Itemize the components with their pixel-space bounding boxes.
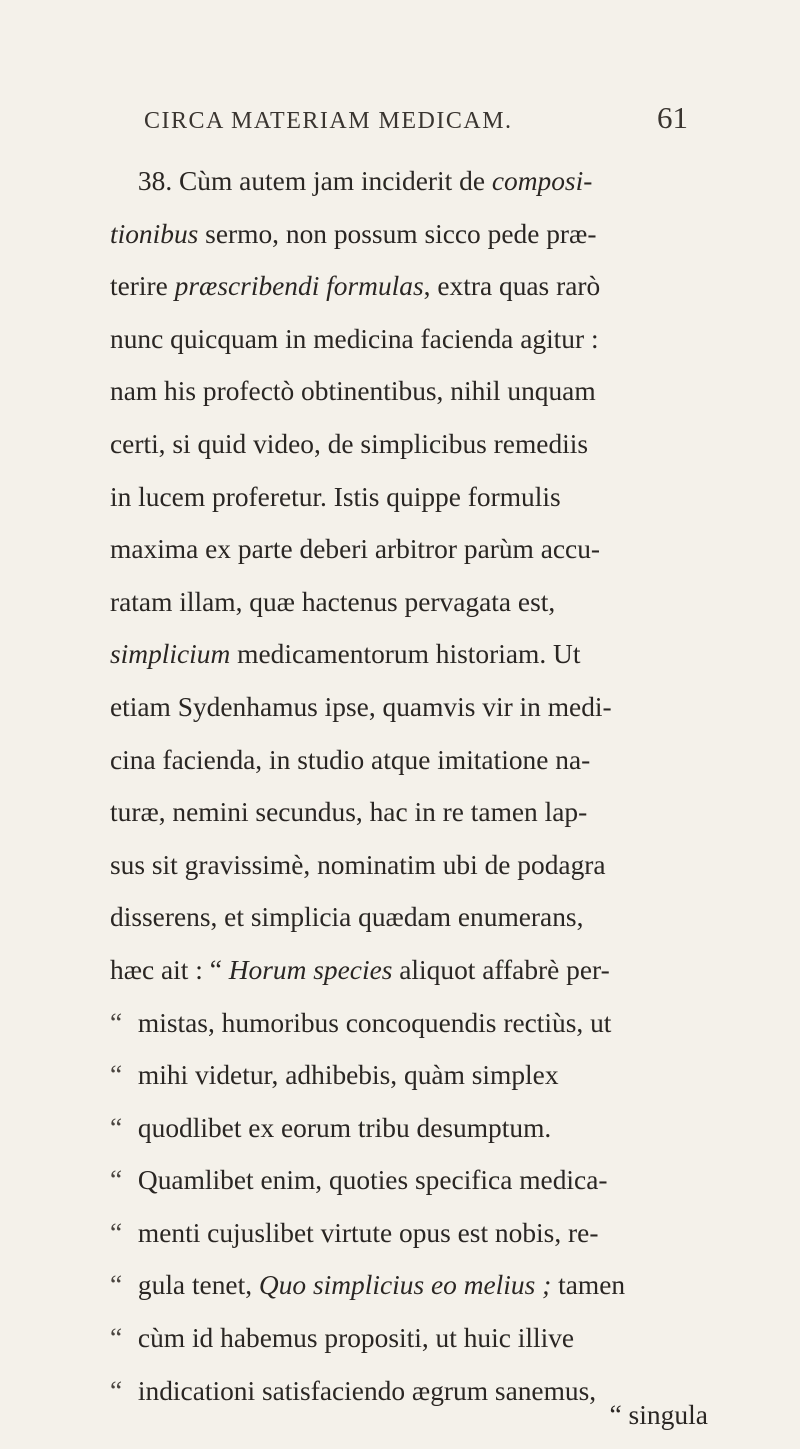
text-run: menti cujuslibet virtute opus est nobis, re- [137,1216,599,1248]
text-run: etiam Sydenhamus ipse, quamvis vir in medi- [110,690,612,722]
text-run: Quamlibet enim, quoties specifica medica- [137,1164,608,1196]
text-run: 38. Cùm autem jam inciderit de [137,165,492,196]
text-line [110,260,708,313]
italic-text: Horum species [228,953,393,985]
text-line [110,628,708,681]
text-line [110,839,708,892]
text-run: tamen [551,1269,626,1301]
text-line [110,1102,708,1155]
quote-mark: “ [110,1006,123,1038]
text-run: quodlibet ex eorum tribu desumptum. [137,1111,552,1143]
text-run: , extra quas rarò [423,270,601,302]
text-line [110,681,708,734]
text-line [110,1207,708,1260]
text-line [110,734,708,787]
text-run: cina facienda, in studio atque imitatione na- [110,743,591,775]
quote-mark: “ [110,1111,123,1143]
text-run: cùm id habemus propositi, ut huic illive [137,1322,575,1354]
text-run: indicationi satisfaciendo ægrum sanemus, [137,1374,597,1406]
catchword-text: “ singula [609,1399,708,1430]
quote-mark: “ [110,1269,123,1301]
text-run: ratam illam, quæ hactenus pervagata est, [110,585,556,617]
text-line [110,1312,708,1365]
text-run: disserens, et simplicia quædam enumerans, [110,901,584,933]
text-run: in lucem proferetur. Istis quippe formulis [110,480,561,512]
text-line [110,1154,708,1207]
text-line [110,208,708,261]
text-run: hæc ait : “ [110,953,229,985]
text-run: maxima ex parte deberi arbitror parùm accu- [110,533,601,565]
text-run: medicamentorum historiam. Ut [230,638,581,670]
italic-text: simplicium [110,638,231,670]
text-run: aliquot affabrè per- [392,953,610,985]
text-line [110,523,708,576]
text-line [110,786,708,839]
italic-text: composi- [491,165,593,196]
quote-mark: “ [110,1216,123,1248]
text-line [110,365,708,418]
text-run: gula tenet, [137,1269,259,1301]
page-number: 61 [657,100,688,135]
text-line [110,313,708,366]
italic-text: tionibus [110,217,199,249]
quote-mark: “ [110,1322,123,1354]
text-line [110,155,708,208]
text-line [110,944,708,997]
quote-mark: “ [110,1374,123,1406]
text-line [110,418,708,471]
running-head: CIRCA MATERIAM MEDICAM. [144,108,513,134]
text-run: sermo, non possum sicco pede præ- [198,217,597,249]
text-run: turæ, nemini secundus, hac in re tamen lap- [110,796,588,828]
text-run: nam his profectò obtinentibus, nihil unquam [110,375,596,407]
text-line [110,997,708,1050]
text-run: mistas, humoribus concoquendis rectiùs, ut [137,1006,612,1038]
text-run: nunc quicquam in medicina facienda agitur : [110,322,599,354]
text-line [110,891,708,944]
text-run: sus sit gravissimè, nominatim ubi de podagra [110,848,606,880]
catchword [110,1389,710,1442]
text-line [110,471,708,524]
text-line [110,1259,708,1312]
italic-text: Quo simplicius eo melius ; [258,1269,552,1301]
text-run: certi, si quid video, de simplicibus remediis [110,427,589,459]
quote-mark: “ [110,1059,123,1091]
italic-text: præscribendi formulas [174,270,424,302]
body-text [110,155,710,1417]
quote-mark: “ [110,1164,123,1196]
page-header [128,100,688,140]
text-run: mihi videtur, adhibebis, quàm simplex [137,1059,559,1091]
text-line [110,1049,708,1102]
text-run: terire [110,270,175,302]
text-line [110,576,708,629]
